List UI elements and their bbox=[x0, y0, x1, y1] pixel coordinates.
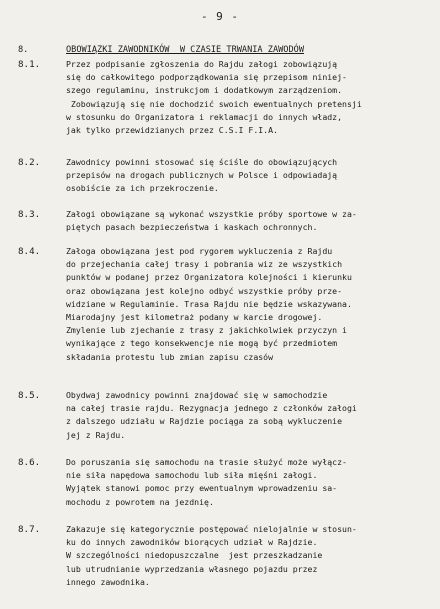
text-line: Obydwaj zawodnicy powinni znajdować się w samochodzie bbox=[66, 390, 328, 400]
section-number: 8.7. bbox=[18, 524, 41, 535]
text-line: wynikające z tego konsekwencje nie mogą być przedmiotem bbox=[66, 338, 338, 349]
text-line: się do całkowitego podporządkowania się przepisom niniej- bbox=[66, 72, 347, 83]
text-line: Przez podpisanie zgłoszenia do Rajdu załogi zobowiązują bbox=[66, 59, 338, 69]
page-number: - 9 - bbox=[200, 10, 240, 23]
section-heading bbox=[18, 44, 428, 56]
section-number: 8.1. bbox=[18, 59, 41, 70]
text-line: w stosunku do Organizatora i reklamacji do innych władz, bbox=[66, 111, 343, 122]
text-line: osobiście za ich przekroczenie. bbox=[66, 183, 219, 194]
section-number: 8.2. bbox=[18, 157, 41, 168]
text-line: z dalszego udziału w Rajdzie pociąga za sobą wykluczenie bbox=[66, 416, 343, 427]
text-line: lub utrudnianie wyprzedzania własnego pojazdu przez bbox=[66, 563, 318, 574]
text-line: Wyjątek stanowi pomoc przy ewentualnym wprowadzeniu sa- bbox=[66, 483, 338, 494]
text-line: Zobowiązują się nie dochodzić swoich ewentualnych pretensji bbox=[66, 98, 362, 109]
text-line: składania protestu lub zmian zapisu czasów bbox=[66, 351, 274, 362]
text-line: Miarodajny jest kilometraż podany w karcie drogowej. bbox=[66, 311, 323, 322]
text-line: piętych pasach bezpieczeństwa i kaskach ochronnych. bbox=[66, 222, 318, 233]
text-line: Zmylenie lub zjechanie z trasy z jakichkolwiek przyczyn i bbox=[66, 325, 347, 336]
text-line: W szczególności niedopuszczalne jest przeszkadzanie bbox=[66, 550, 323, 561]
section-number: 8.5. bbox=[18, 390, 41, 401]
text-line: mochodu z powrotem na jezdnię. bbox=[66, 496, 214, 507]
section-number: 8.6. bbox=[18, 457, 41, 468]
text-line: jak tylko przewidzianych przez C.S.I F.I.A. bbox=[66, 124, 278, 135]
section-text bbox=[66, 156, 436, 196]
text-line: przepisów na drogach publicznych w Polsce i odpowiadają bbox=[66, 170, 338, 181]
text-line: oraz obowiązana jest kolejno odbyć wszystkie próby prze- bbox=[66, 285, 343, 296]
text-line: innego zawodnika. bbox=[66, 576, 150, 587]
section-text bbox=[66, 389, 436, 442]
text-line: jej z Rajdu. bbox=[66, 429, 126, 440]
section-text bbox=[66, 208, 436, 234]
text-line: widziane w Regulaminie. Trasa Rajdu nie będzie wskazywana. bbox=[66, 298, 352, 309]
text-line: punktów w podanej przez Organizatora kolejności i kierunku bbox=[66, 272, 352, 283]
text-line: Załoga obowiązana jest pod rygorem wykluczenia z Rajdu bbox=[66, 246, 333, 256]
section-number: 8.4. bbox=[18, 246, 41, 257]
text-line: Zakazuje się kategorycznie postępować nielojalnie w stosun- bbox=[66, 524, 357, 534]
text-line: Zawodnicy powinni stosować się ściśle do obowiązujących bbox=[66, 157, 338, 167]
section-text bbox=[66, 456, 436, 509]
text-line: na całej trasie rajdu. Rezygnacja jednego z członków załogi bbox=[66, 403, 357, 414]
text-line: nie siła napędowa samochodu lub siła mięśni załogi. bbox=[66, 470, 318, 481]
text-line: Do poruszania się samochodu na trasie służyć może wyłącz- bbox=[66, 457, 347, 467]
section-text bbox=[66, 58, 436, 137]
section-text bbox=[66, 523, 436, 589]
text-line: szego regulaminu, instrukcjom i dodatkowym zarządzeniom. bbox=[66, 85, 343, 96]
text-line: do przejechania całej trasy i pobrania wiz ze wszystkich bbox=[66, 259, 343, 270]
section-text bbox=[66, 245, 436, 364]
text-line: Załogi obowiązane są wykonać wszystkie próby sportowe w za- bbox=[66, 209, 357, 219]
heading-title: OBOWIĄZKI ZAWODNIKÓW W CZASIE TRWANIA ZAWODÓW bbox=[66, 45, 304, 55]
section-number: 8.3. bbox=[18, 209, 41, 220]
heading-number: 8. bbox=[18, 45, 29, 55]
text-line: ku do innych zawodników biorących udział w Rajdzie. bbox=[66, 537, 318, 548]
